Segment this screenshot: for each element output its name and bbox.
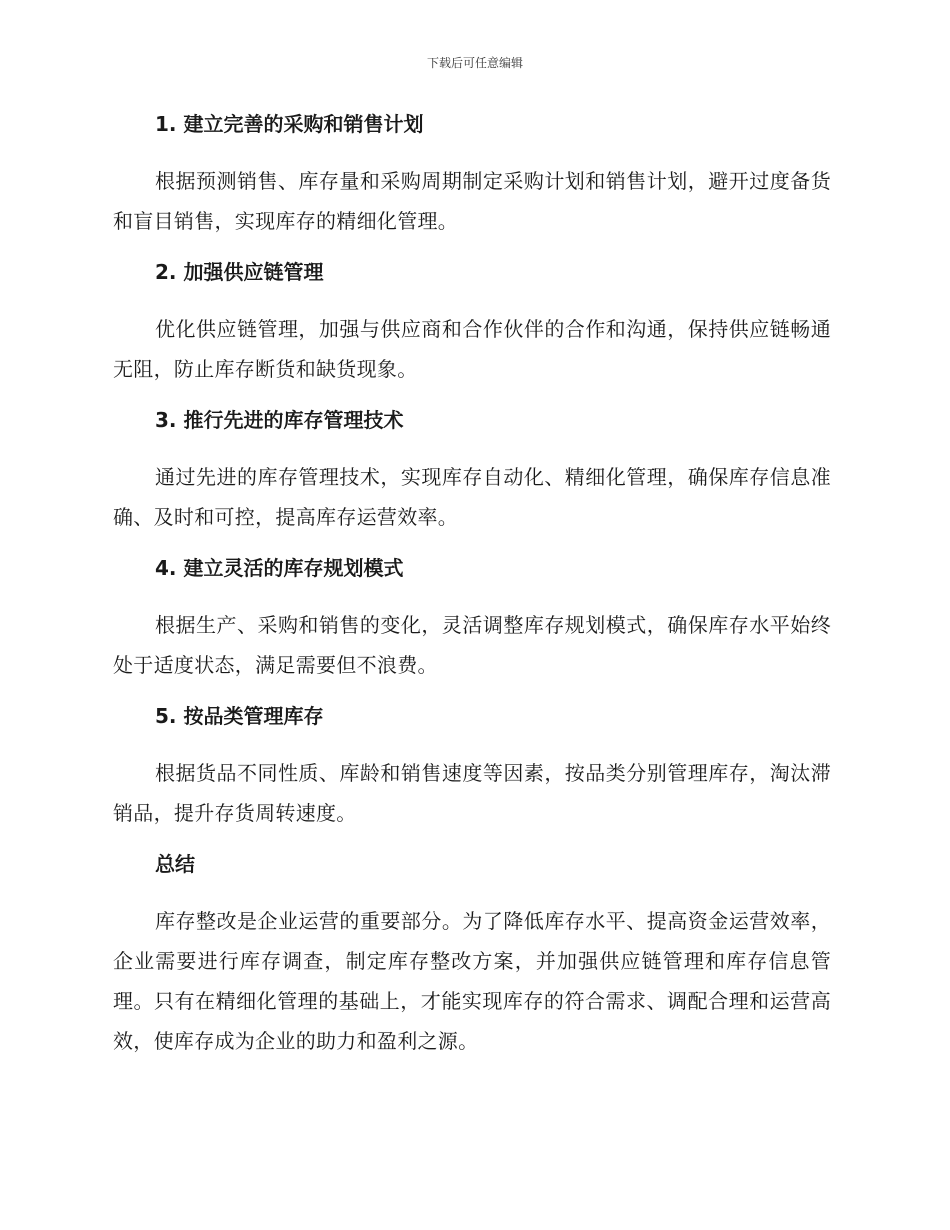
page-header: 下载后可任意编辑 <box>426 56 523 70</box>
section-heading: 3. 推行先进的库存管理技术 <box>155 408 404 432</box>
section-heading: 4. 建立灵活的库存规划模式 <box>155 556 404 580</box>
summary-heading: 总结 <box>155 852 195 876</box>
section-heading: 5. 按品类管理库存 <box>155 704 324 728</box>
section-paragraph: 根据生产、采购和销售的变化，灵活调整库存规划模式，确保库存水平始终处于适度状态，满足需要但不浪费。 <box>113 613 831 677</box>
section-heading: 2. 加强供应链管理 <box>155 260 324 284</box>
section-paragraph: 优化供应链管理，加强与供应商和合作伙伴的合作和沟通，保持供应链畅通无阻，防止库存断货和缺货现象。 <box>113 317 831 381</box>
section-summary <box>113 850 831 1061</box>
section-paragraph: 根据预测销售、库存量和采购周期制定采购计划和销售计划，避开过度备货和盲目销售，实现库存的精细化管理。 <box>113 169 831 233</box>
section-2 <box>113 258 831 389</box>
section-5 <box>113 702 831 833</box>
section-4 <box>113 554 831 685</box>
section-paragraph: 通过先进的库存管理技术，实现库存自动化、精细化管理，确保库存信息准确、及时和可控，提高库存运营效率。 <box>113 465 831 529</box>
section-heading: 1. 建立完善的采购和销售计划 <box>155 112 424 136</box>
summary-paragraph: 库存整改是企业运营的重要部分。为了降低库存水平、提高资金运营效率，企业需要进行库存调查，制定库存整改方案，并加强供应链管理和库存信息管理。只有在精细化管理的基础上，才能实现库存的符合需求、调配合理和运营高效，使库存成为企业的助力和盈利之源。 <box>113 909 831 1053</box>
section-1 <box>113 110 831 241</box>
section-3 <box>113 406 831 537</box>
document-body <box>113 110 831 1078</box>
section-paragraph: 根据货品不同性质、库龄和销售速度等因素，按品类分别管理库存，淘汰滞销品，提升存货周转速度。 <box>113 761 831 825</box>
